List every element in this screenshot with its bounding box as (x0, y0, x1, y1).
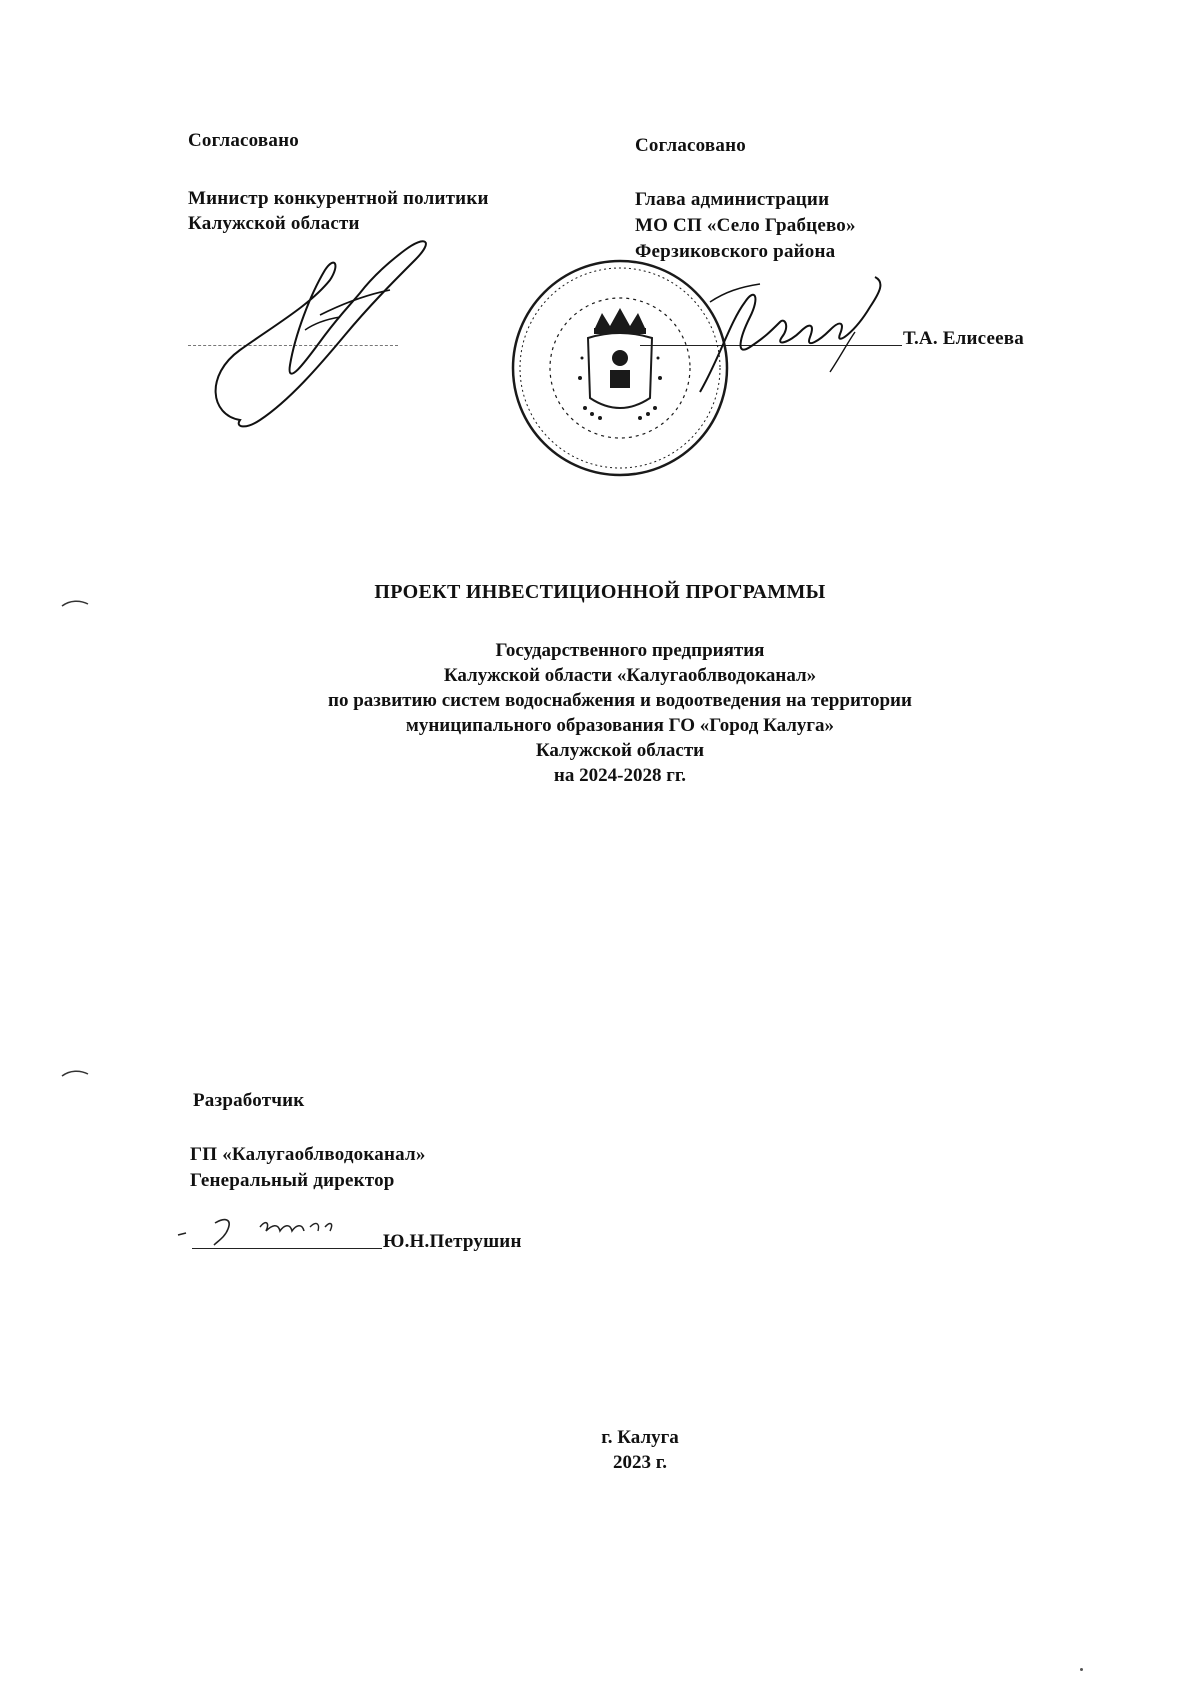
title-block (0, 580, 1200, 605)
developer-organization: ГП «Калугаоблводоканал» (190, 1144, 426, 1165)
approval-right-position-line1: Глава администрации (635, 189, 830, 210)
footer-city: г. Калуга (601, 1427, 679, 1448)
developer-signature (170, 1205, 370, 1250)
approval-right-position-line3: Ферзиковского района (635, 241, 836, 262)
developer-label: Разработчик (193, 1090, 305, 1111)
approval-right-position-line2: МО СП «Село Грабцево» (635, 215, 856, 236)
approval-left-position-line2: Калужской области (188, 213, 360, 234)
subtitle-line-1: Государственного предприятия (495, 640, 765, 661)
scan-speck (1080, 1668, 1083, 1671)
left-signature (200, 235, 460, 430)
subtitle-line-4: муниципального образования ГО «Город Калуга» (405, 715, 835, 736)
subtitle-line-3: по развитию систем водоснабжения и водоотведения на территории (328, 690, 912, 711)
subtitle-block (0, 638, 1200, 788)
margin-mark-bottom (60, 1068, 90, 1080)
document-title: ПРОЕКТ ИНВЕСТИЦИОННОЙ ПРОГРАММЫ (374, 581, 826, 603)
subtitle-line-6: на 2024-2028 гг. (553, 765, 687, 786)
footer-block (0, 1425, 1200, 1475)
approval-left-position-line1: Министр конкурентной политики (188, 188, 489, 209)
developer-signatory: Ю.Н.Петрушин (383, 1231, 522, 1252)
subtitle-line-5: Калужской области (535, 740, 705, 761)
developer-position: Генеральный директор (190, 1170, 395, 1191)
right-signature (690, 262, 890, 402)
subtitle-line-2: Калужской области «Калугаоблводоканал» (443, 665, 817, 686)
approval-left-heading: Согласовано (188, 130, 299, 151)
approval-right-signatory: Т.А. Елисеева (903, 328, 1024, 349)
footer-year: 2023 г. (613, 1452, 667, 1473)
approval-right-heading: Согласовано (635, 135, 746, 156)
